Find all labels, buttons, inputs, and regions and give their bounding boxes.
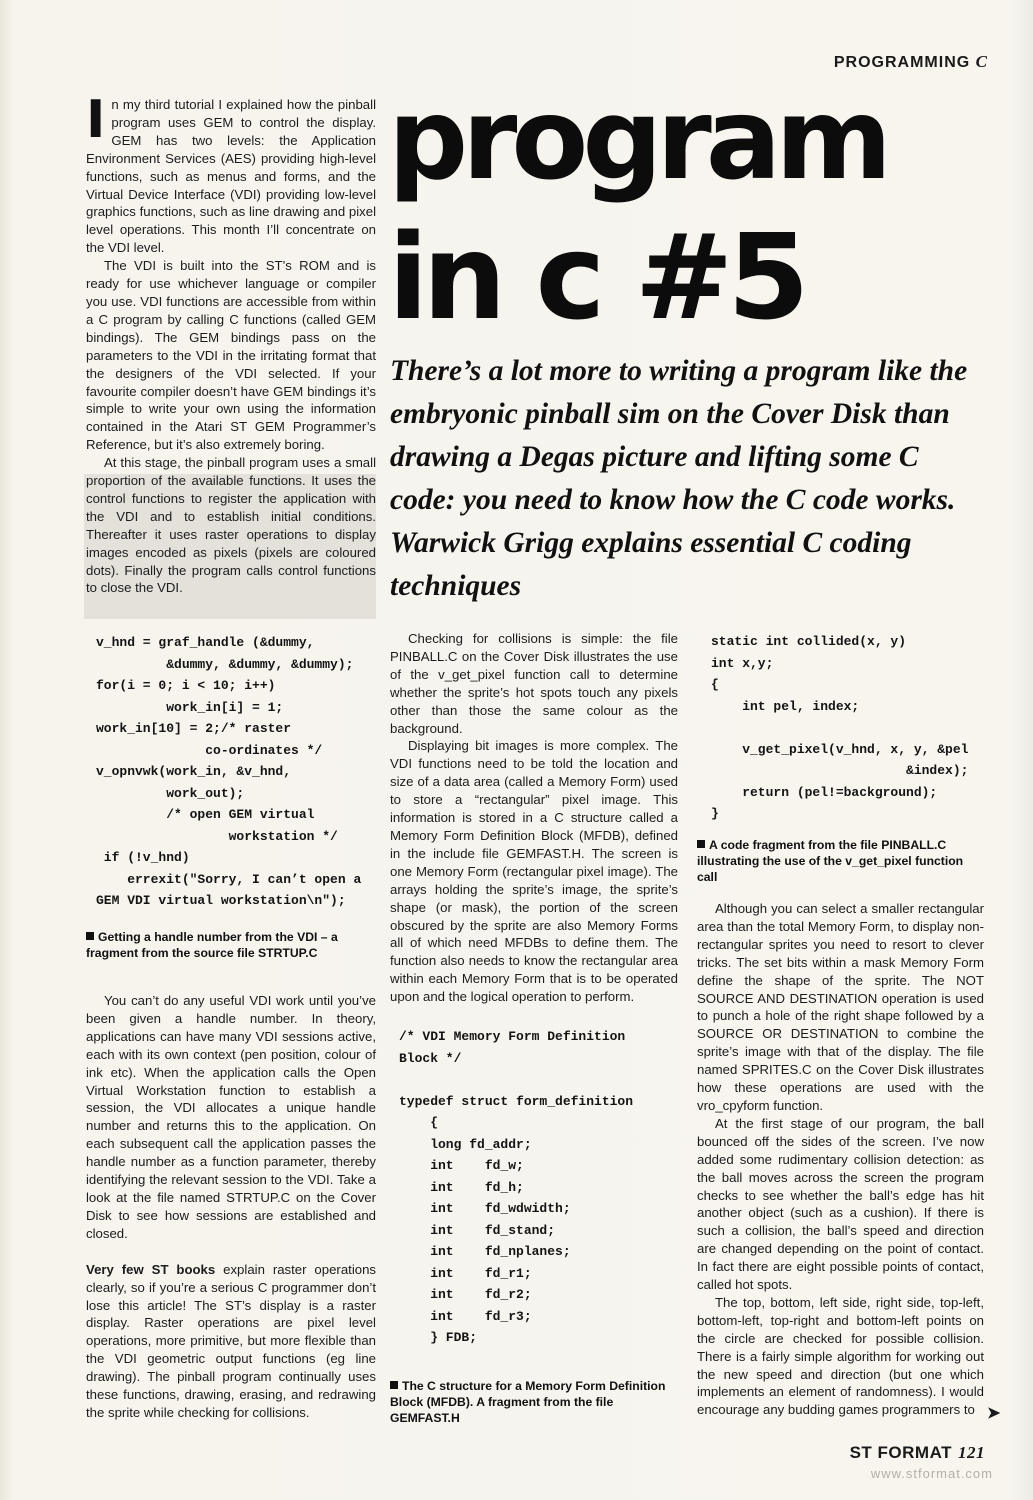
intro-text: n my third tutorial I explained how the pinball program uses GEM to control the display. GEM has two levels: the Application Environment Services (AES) providing high-level functions, such as menus and forms, and the Virtual Device Interface (VDI) providing low-level graphics functions, such as line drawing and pixel level operations. This month I’ll concentrate on the VDI level.	[86, 97, 376, 256]
bullet-square-icon	[390, 1381, 398, 1389]
headline	[388, 70, 1008, 352]
caption-strtup	[86, 929, 366, 961]
bold-lead-in: Very few ST books	[86, 1261, 216, 1277]
headline-line-1: program	[388, 75, 887, 205]
paragraph: Checking for collisions is simple: the file PINBALL.C on the Cover Disk illustrates the use of the v_get_pixel function call to determine whether the sprite’s hot spots touch any pixels other than those the same colour as the background.	[390, 631, 678, 736]
intro-paragraph	[86, 90, 376, 257]
paragraph: Although you can select a smaller rectangular area than the total Memory Form, to display non-rectangular sprites you need to resort to clever tricks. The set bits within a mask Memory Form define the shape of the sprite. The NOT SOURCE AND DESTINATION operation is used to punch a hole of the right shape followed by a SOURCE OR DESTINATION to combine the sprite’s image with that of the display. The file named SPRITES.C on the Cover Disk illustrates how these operations are used with the vro_cpyform function.	[697, 901, 984, 1113]
headline-line-2: in c #5	[388, 208, 804, 346]
paragraph-text: explain raster operations clearly, so if you’re a serious C programmer don’t lose this article! The ST’s display is a raster display. Raster operations are pixel level operations, more primitive, but more flexible than the VDI geometric output functions (eg line drawing). The pinball program continually uses these functions, drawing, erasing, and redrawing the sprite while checking for collisions.	[86, 1261, 377, 1420]
code-listing-collided: static int collided(x, y) int x,y; { int pel, index; v_get_pixel(v_hnd, x, y, &pel &index); return (pel!=background); }	[711, 634, 969, 821]
paragraph: The top, bottom, left side, right side, top-left, bottom-left, top-right and bottom-left points on the circle are checked for possible collision. There is a fairly simple algorithm for working out the new speed and direction (but one which implements an element of randomness). I would encourage any budding games programmers to	[697, 1294, 984, 1418]
page-footer	[850, 1443, 985, 1463]
paragraph: At the first stage of our program, the ball bounced off the sides of the screen. I’ve now added some rudimentary collision detection: as the ball moves across the screen the program checks to see whether the ball’s edge has hit another object (such as a cushion). If there is such a collision, the ball’s speed and direction are changed depending on the point of contact. In fact there are eight possible points of contact, called hot spots.	[697, 1115, 984, 1293]
watermark: www.stformat.com	[870, 1466, 993, 1481]
section-label	[834, 52, 987, 72]
bullet-square-icon	[86, 932, 94, 940]
code-listing-mfdb: /* VDI Memory Form Definition Block */ typedef struct form_definition { long fd_addr; int fd_w; int fd_h; int fd_wdwidth; int fd_stand; int fd_nplanes; int fd_r1; int fd_r2; int fd_r3; } FDB;	[399, 1029, 634, 1345]
caption-mfdb	[390, 1378, 680, 1426]
code-listing-strtup: v_hnd = graf_handle (&dummy, &dummy, &dummy, &dummy); for(i = 0; i < 10; i++) work_in[i] = 1; work_in[10] = 2;/* raster co-ordinates */ v_opnvwk(work_in, &v_hnd, work_out); /* open GEM virtual workstation */ if (!v_hnd) errexit("Sorry, I can’t open a GEM VDI virtual workstation\n");	[96, 635, 362, 908]
paragraph: The VDI is built into the ST’s ROM and is ready for use whichever language or compiler you use. VDI functions are accessible from within a C program by calling C functions (called GEM bindings). The GEM bindings pass on the parameters to the VDI in the irritating format that the designers of the VDI selected. If your favourite compiler doesn’t have GEM bindings it’s simple to write your own using the information contained in the Atari ST GEM Programmer’s Reference, but it’s also extremely boring.	[86, 258, 376, 453]
paragraph: You can’t do any useful VDI work until you’ve been given a handle number. In theory, applications can have many VDI sessions active, each with its own context (pen position, colour of ink etc). When the application calls the Open Virtual Workstation function to establish a session, the VDI allocates a unique handle number and returns this to the application. On each subsequent call the application passes the handle number as a function parameter, thereby identifying the relevant session to the VDI. Take a look at the file named STRTUP.C on the Cover Disk to see how sessions are established and closed.	[86, 993, 376, 1241]
drop-cap: I	[86, 90, 106, 150]
paragraph: At this stage, the pinball program uses a small proportion of the available functions. It uses the control functions to register the application with the VDI and to establish initial conditions. Thereafter it uses raster operations to display images encoded as pixels (pixels are coloured dots). Finally the program calls control functions to close the VDI.	[86, 455, 376, 596]
paragraph: Displaying bit images is more complex. The VDI functions need to be told the location and size of a data area (called a Memory Form) used to store a “rectangular” pixel image. This information is stored in a C structure called a Memory Form Definition Block (MFDB), defined in the include file GEMFAST.H. The screen is one Memory Form (rectangular pixel image). The arrays holding the sprite’s image, the sprite’s shape (or mask), the portion of the screen obscured by the sprite are also Memory Forms all of which need MFDBs to define them. The function also needs to know the rectangular area within each Memory Form that is to be operated upon and the logical operation to perform.	[390, 738, 678, 1005]
bullet-square-icon	[697, 840, 705, 848]
column-3	[697, 900, 984, 1419]
section-name: PROGRAMMING	[833, 54, 971, 71]
section-letter: C	[975, 52, 987, 71]
continue-arrow-icon: ➤	[987, 1405, 1001, 1422]
caption-pinball	[697, 837, 977, 885]
caption-text: A code fragment from the file PINBALL.C illustrating the use of the v_get_pixel function call	[697, 838, 964, 884]
caption-text: Getting a handle number from the VDI – a fragment from the source file STRTUP.C	[86, 930, 338, 960]
paragraph-raster	[86, 1261, 376, 1422]
column-1	[86, 90, 376, 597]
magazine-name: ST FORMAT	[849, 1443, 952, 1462]
caption-text: The C structure for a Memory Form Definition Block (MFDB). A fragment from the file GEMFAST.H	[390, 1379, 666, 1425]
column-1-lower	[86, 992, 376, 1422]
column-2	[390, 630, 678, 1006]
standfirst: There’s a lot more to writing a program like the embryonic pinball sim on the Cover Disk than drawing a Degas picture and lifting some C code: you need to know how the C code works. Warwick Grigg explains essential C coding techniques	[390, 355, 968, 602]
page-number: 121	[958, 1443, 985, 1462]
